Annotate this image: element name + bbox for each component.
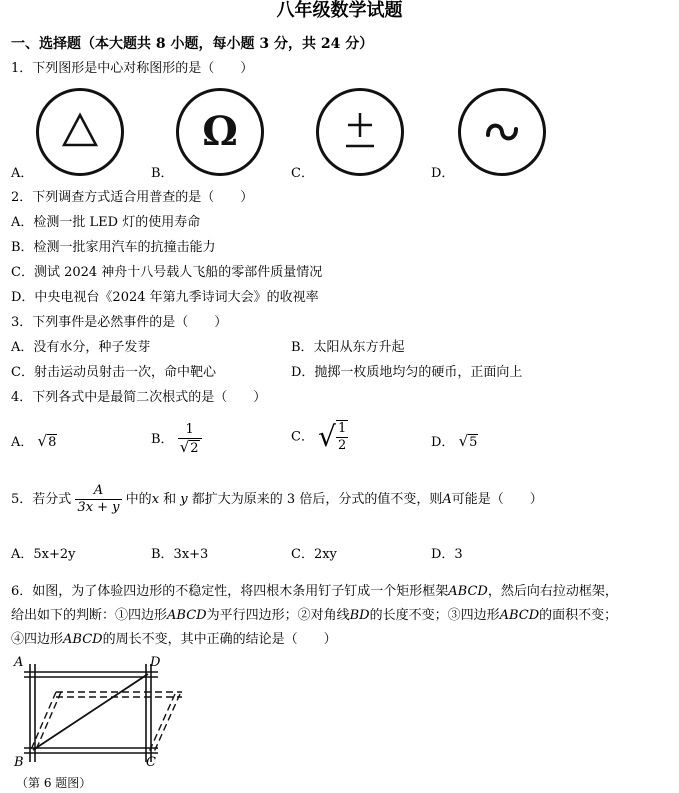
svg-text:Ω: Ω (202, 108, 238, 155)
q1-option-b-image (176, 88, 264, 176)
q4-option-d (431, 432, 478, 452)
q3-stem: 3．下列事件是必然事件的是（ ） (11, 315, 228, 330)
q4-label-a: A． (11, 435, 34, 450)
q6-line-3 (11, 631, 337, 649)
exam-title: 八年级数学试题 (276, 0, 403, 21)
q4-b-denominator (178, 439, 202, 457)
tilde-curve-icon (461, 91, 543, 173)
fig-label-b: B (14, 755, 24, 770)
q1-option-c-image (316, 88, 404, 176)
q1-label-b: B． (151, 166, 174, 181)
q4-b-radicand: 2 (190, 441, 199, 456)
q3-option-b: B．太阳从东方升起 (291, 340, 405, 355)
q4-option-a (11, 432, 57, 452)
q5-suffix: 可能是（ ） (451, 492, 543, 507)
q5-var-a: A (442, 492, 452, 507)
q5-stem (11, 483, 543, 516)
q4-a-radicand: 8 (48, 435, 57, 450)
q1-label-a: A． (11, 166, 34, 181)
q5-option-a: A．5x+2y (11, 547, 76, 562)
q5-prefix: 5．若分式 (11, 492, 72, 507)
fig-label-d: D (150, 655, 161, 670)
q1-stem: 1．下列图形是中心对称图形的是（ ） (11, 61, 254, 76)
q6-line2c: 的长度不变；③四边形 (369, 608, 500, 623)
q2-option-b: B．检测一批家用汽车的抗撞击能力 (11, 240, 216, 255)
fig-label-c: C (146, 755, 156, 770)
q5-var-x: x (151, 492, 160, 507)
q3-option-c: C．射击运动员射击一次，命中靶心 (11, 365, 216, 380)
q2-option-a: A．检测一批 LED 灯的使用寿命 (11, 215, 201, 230)
fig-label-a: A (14, 655, 24, 670)
q6-line-2 (11, 607, 617, 625)
q6-abcd-4: ABCD (63, 632, 103, 647)
q2-option-c: C．测试 2024 神舟十八号载人飞船的零部件质量情况 (11, 265, 323, 280)
q6-line3b: 的周长不变，其中正确的结论是（ ） (102, 632, 337, 647)
q3-option-d: D．抛掷一枚质地均匀的硬币，正面向上 (291, 365, 523, 380)
q5-numerator: A (75, 483, 121, 500)
q6-line2d: 的面积不变； (539, 608, 618, 623)
q2-option-d: D．中央电视台《2024 年第九季诗词大会》的收视率 (11, 290, 319, 305)
q5-fraction (75, 483, 121, 516)
q4-b-fraction (178, 422, 202, 457)
radical-icon: √ (37, 432, 48, 450)
q4-label-d: D． (431, 435, 455, 450)
q2-stem: 2．下列调查方式适合用普查的是（ ） (11, 190, 254, 205)
radical-icon: √ (458, 432, 469, 450)
q5-denominator: 3x + y (77, 500, 120, 515)
q4-label-b: B． (151, 432, 174, 447)
q4-option-c (291, 420, 348, 454)
q5-option-b: B．3x+3 (151, 547, 209, 562)
q4-stem: 4．下列各式中是最简二次根式的是（ ） (11, 390, 267, 405)
q6-figure (10, 652, 200, 793)
q5-option-d: D．3 (431, 547, 463, 562)
q6-abcd-1: ABCD (448, 584, 488, 599)
q4-c-fraction (336, 420, 348, 454)
q1-label-c: C． (291, 166, 314, 181)
q5-var-y: y (180, 492, 188, 507)
q6-figure-caption: （第 6 题图） (16, 776, 92, 789)
q5-mid2: 都扩大为原来的 3 倍后，分式的值不变，则 (187, 492, 443, 507)
q6-line2a: 给出如下的判断：①四边形 (11, 608, 168, 623)
q6-line3a: ④四边形 (11, 632, 64, 647)
omega-icon (179, 91, 261, 173)
radical-icon: √ (318, 420, 336, 453)
q5-and: 和 (159, 492, 181, 507)
q5-mid1: 中的 (125, 492, 152, 507)
q6-line2b: 为平行四边形；②对角线 (206, 608, 350, 623)
frame-diagram (10, 652, 200, 789)
q1-label-d: D． (431, 166, 455, 181)
q4-c-denominator: 2 (337, 438, 347, 453)
plus-minus-icon (319, 91, 401, 173)
q3-option-a: A．没有水分，种子发芽 (11, 340, 151, 355)
q4-option-b (151, 422, 202, 457)
triangle-icon (39, 91, 121, 173)
q6-line1a: 6．如图，为了体验四边形的不稳定性，将四根木条用钉子钉成一个矩形框架 (11, 584, 449, 599)
q6-abcd-2: ABCD (167, 608, 207, 623)
q4-c-numerator: 1 (337, 421, 347, 436)
q1-option-d-image (458, 88, 546, 176)
q4-b-numerator: 1 (178, 422, 202, 439)
q4-label-c: C． (291, 429, 314, 445)
q6-line1b: ，然后向右拉动框架， (487, 584, 618, 599)
q1-option-a-image (36, 88, 124, 176)
q6-bd: BD (349, 608, 370, 623)
q6-line-1 (11, 583, 618, 601)
radical-icon: √ (179, 438, 190, 456)
q6-abcd-3: ABCD (499, 608, 540, 623)
q4-d-radicand: 5 (469, 435, 478, 450)
q5-option-c: C．2xy (291, 547, 337, 562)
section-heading: 一、选择题（本大题共 8 小题，每小题 3 分，共 24 分） (11, 36, 374, 52)
